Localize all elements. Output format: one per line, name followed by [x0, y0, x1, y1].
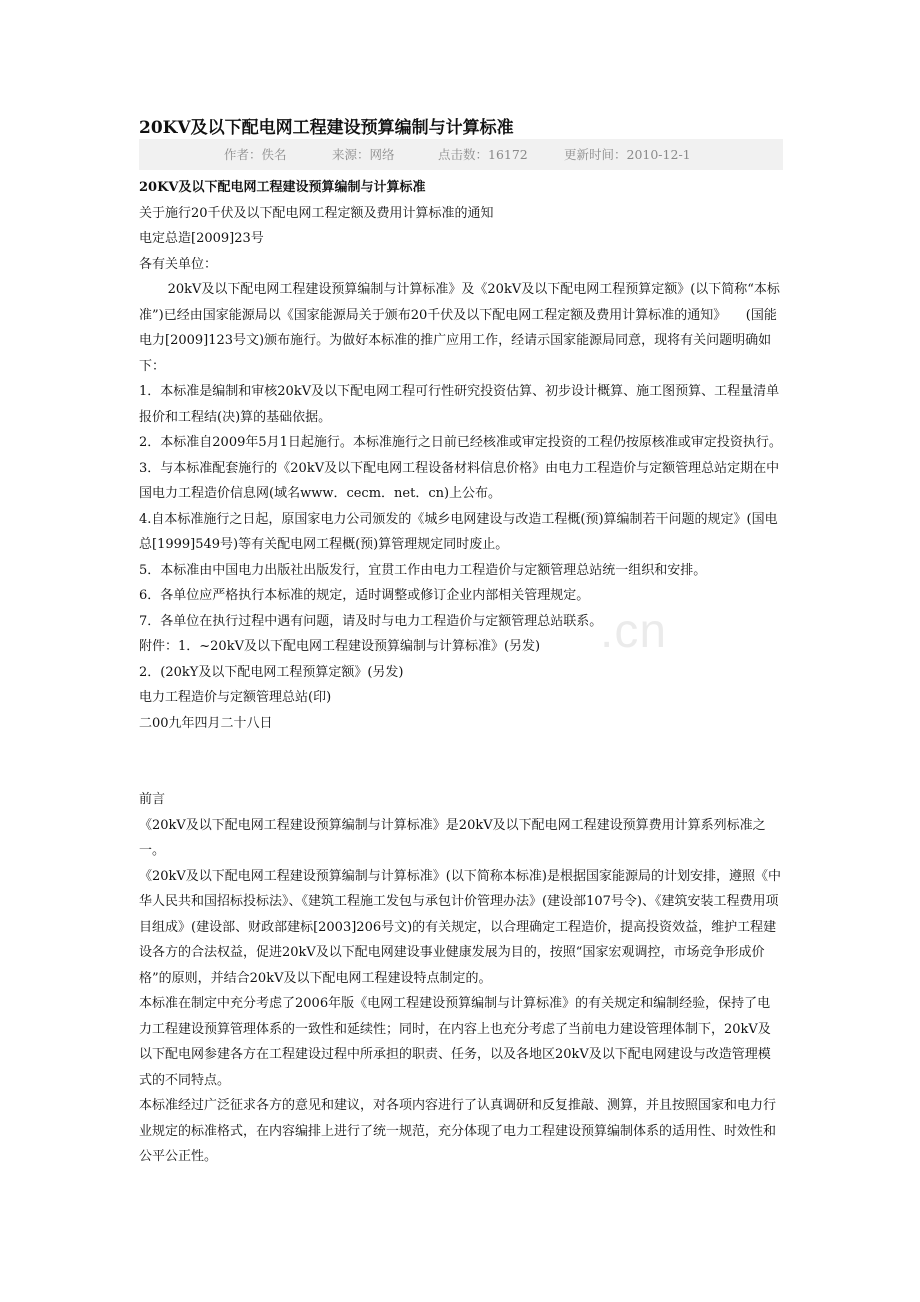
- issue-date: 二00九年四月二十八日: [139, 715, 273, 731]
- list-item: 7．各单位在执行过程中遇有问题，请及时与电力工程造价与定额管理总站联系。: [139, 613, 603, 629]
- list-item: 3．与本标准配套施行的《20kV及以下配电网工程设备材料信息价格》由电力工程造价与定额管理总站定期在中国电力工程造价信息网(域名www．cecm．net．cn)上公布。: [139, 460, 780, 501]
- article-body: [139, 175, 783, 1170]
- meta-hits: 点击数：16172: [438, 147, 528, 162]
- preface-paragraph: 本标准在制定中充分考虑了2006年版《电网工程建设预算编制与计算标准》的有关规定和编制经验，保持了电力工程建设预算管理体系的一致性和延续性；同时，在内容上也充分考虑了当前电力建设管理体制下，20kV及以下配电网参建各方在工程建设过程中所承担的职责、任务，以及各地区20kV及以下配电网建设与改造管理模式的不同特点。: [139, 996, 771, 1088]
- issuer: 电力工程造价与定额管理总站(印): [139, 690, 332, 705]
- attachment-line: 2．(20kY及以下配电网工程预算定额》(另发): [139, 664, 404, 680]
- meta-source: 来源：网络: [332, 147, 395, 162]
- article-title: 20KV及以下配电网工程建设预算编制与计算标准: [139, 118, 514, 138]
- attachment-line: 附件：1．~20kV及以下配电网工程建设预算编制与计算标准》(另发): [139, 639, 541, 654]
- list-item: 4.自本标准施行之日起，原国家电力公司颁发的《城乡电网建设与改造工程概(预)算编制若干问题的规定》(国电总[1999]549号)等有关配电网工程概(预)算管理规定同时废止。: [139, 511, 778, 552]
- list-item: 6．各单位应严格执行本标准的规定，适时调整或修订企业内部相关管理规定。: [139, 588, 590, 603]
- salutation: 各有关单位：: [139, 256, 218, 272]
- intro-paragraph: 20kV及以下配电网工程建设预算编制与计算标准》及《20kV及以下配电网工程预算定额》(以下简称“本标准”)已经由国家能源局以《国家能源局关于颁布20千伏及以下配电网工程定额及费用计算标准的通知》 (国能电力[2009]123号文)颁布施行。为做好本标准的推广应用工作，经请示国家能源局同意，现将有关问题明确如下：: [139, 282, 780, 374]
- notice-title: 关于施行20千伏及以下配电网工程定额及费用计算标准的通知: [139, 205, 494, 221]
- list-item: 2．本标准自2009年5月1日起施行。本标准施行之日前已经核准或审定投资的工程仍按原核准或审定投资执行。: [139, 435, 782, 450]
- meta-author: 作者：佚名: [224, 147, 287, 162]
- preface-paragraph: 本标准经过广泛征求各方的意见和建议，对各项内容进行了认真调研和反复推敲、测算，并且按照国家和电力行业规定的标准格式，在内容编排上进行了统一规范，充分体现了电力工程建设预算编制体系的适用性、时效性和公平公正性。: [139, 1098, 777, 1164]
- preface-paragraph: 《20kV及以下配电网工程建设预算编制与计算标准》(以下简称本标准)是根据国家能源局的计划安排，遵照《中华人民共和国招标投标法》、《建筑工程施工发包与承包计价管理办法》(建设部107号令)、《建筑安装工程费用项目组成》(建设部、财政部建标[2003]206号文)的有关规定，以合理确定工程造价，提高投资效益，维护工程建设各方的合法权益，促进20kV及以下配电网建设事业健康发展为目的，按照“国家宏观调控，市场竞争形成价格”的原则，并结合20kV及以下配电网工程建设特点制定的。: [139, 868, 781, 986]
- section-gap: [139, 736, 783, 787]
- document-number: 电定总造[2009]23号: [139, 231, 264, 246]
- list-item: 1．本标准是编制和审核20kV及以下配电网工程可行性研究投资估算、初步设计概算、施工图预算、工程量清单报价和工程结(决)算的基础依据。: [139, 384, 780, 425]
- meta-updated: 更新时间：2010-12-1: [564, 147, 691, 162]
- content-heading: 20KV及以下配电网工程建设预算编制与计算标准: [139, 180, 426, 195]
- watermark-text: .cn: [600, 605, 668, 658]
- preface-paragraph: 《20kV及以下配电网工程建设预算编制与计算标准》是20kV及以下配电网工程建设预算费用计算系列标准之一。: [139, 817, 766, 858]
- preface-heading: 前言: [139, 792, 166, 807]
- article-meta-bar: [139, 139, 783, 170]
- list-item: 5．本标准由中国电力出版社出版发行，宜贯工作由电力工程造价与定额管理总站统一组织和安排。: [139, 562, 707, 578]
